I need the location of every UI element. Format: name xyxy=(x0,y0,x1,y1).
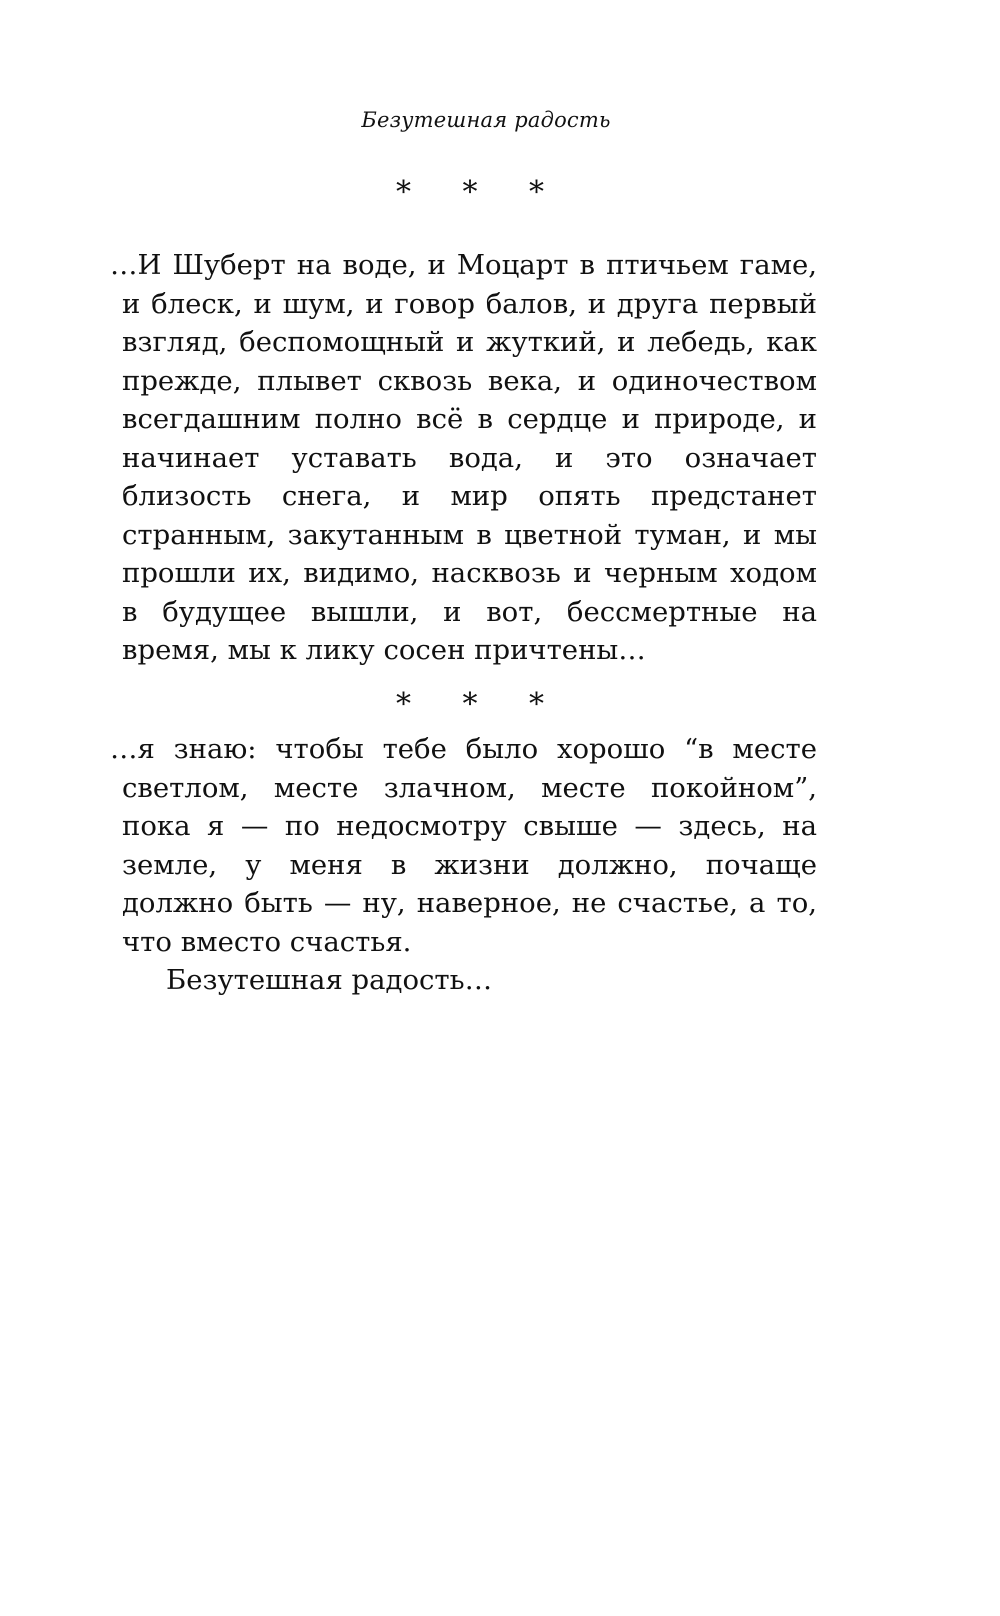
section-divider: * * * xyxy=(395,687,545,722)
section-1 xyxy=(110,246,817,670)
section-1-paragraph: …И Шуберт на воде, и Моцарт в птичьем гаме, и блеск, и шум, и говор балов, и друга первый взгляд, беспомощный и жуткий, и лебедь, как прежде, плывет сквозь века, и одиночеством всегдашним полно всё в сердце и природе, и начинает уставать вода, и это означает близость снега, и мир опять предстанет странным, закутанным в цветной туман, и мы прошли их, видимо, насквозь и черным ходом в будущее вышли, и вот, бессмертные на время, мы к лику сосен причтены… xyxy=(110,249,817,666)
running-head: Безутешная радость xyxy=(361,108,611,132)
section-2 xyxy=(110,730,817,1000)
section-2-paragraph-1: …я знаю: чтобы тебе было хорошо “в месте светлом, месте злачном, месте покойном”, пока я — по недосмотру свыше — здесь, на земле, у меня в жизни должно, почаще должно быть — ну, наверное, не счастье, а то, что вместо счастья. xyxy=(110,733,817,958)
section-divider: * * * xyxy=(395,175,545,210)
section-2-paragraph-2: Безутешная радость… xyxy=(166,964,493,996)
